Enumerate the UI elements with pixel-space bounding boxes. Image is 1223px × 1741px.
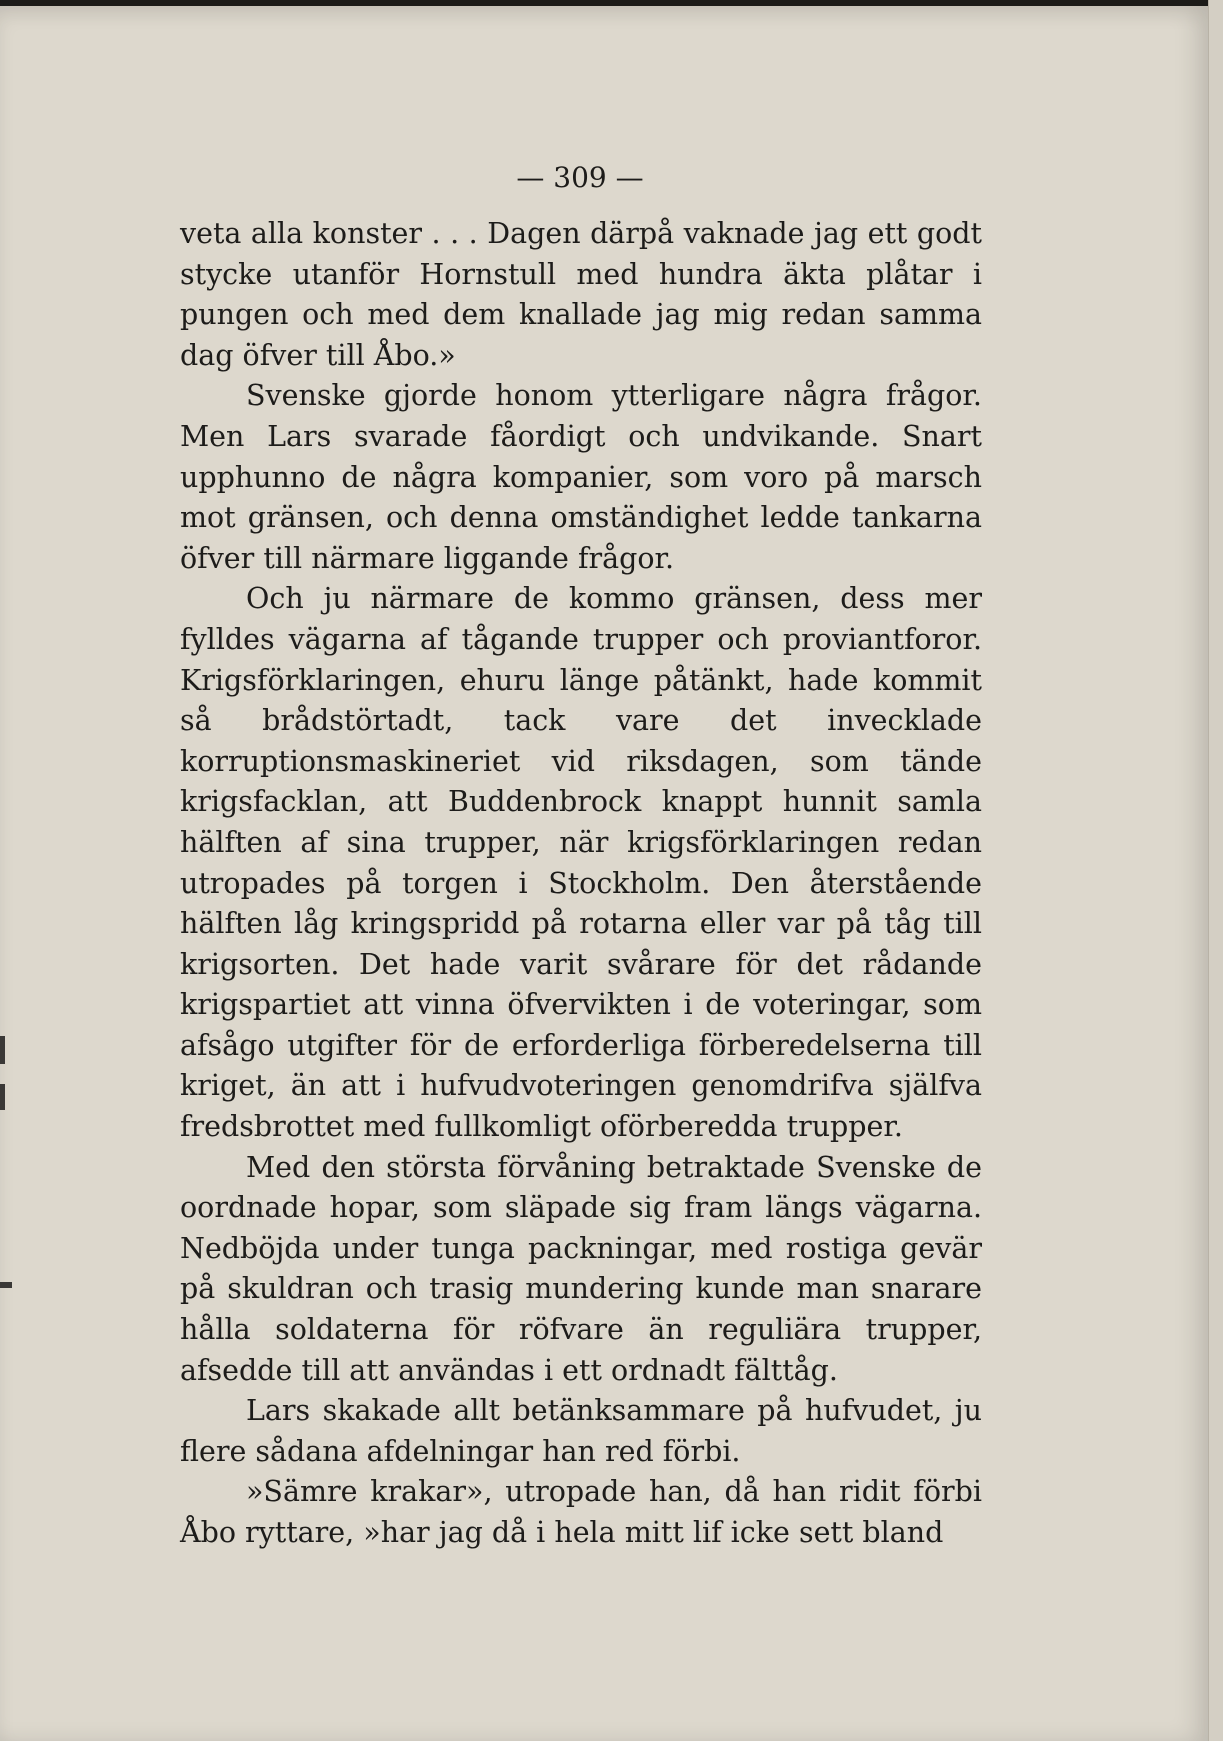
- paper-page: [0, 6, 1208, 1741]
- margin-mark-1: [0, 1036, 5, 1064]
- margin-mark-2: [0, 1084, 5, 1110]
- page-number: — 309 —: [516, 161, 644, 194]
- paragraph-1: veta alla konster . . . Dagen därpå vaknade jag ett godt stycke utanför Hornstull med hundra äkta plåtar i pungen och med dem knallade jag mig redan samma dag öfver till Åbo.»: [180, 217, 982, 372]
- paragraph-4: Med den största förvåning betraktade Svenske de oordnade hopar, som släpade sig fram längs vägarna. Nedböjda under tunga packningar, med rostiga gevär på skuldran och trasig mundering kunde man snarare hålla soldaterna för röfvare än reguliära trupper, afsedde till att användas i ett ordnadt fälttåg.: [180, 1150, 982, 1387]
- paragraph-5: Lars skakade allt betänksammare på hufvudet, ju flere sådana afdelningar han red förbi.: [180, 1394, 982, 1468]
- body-text: [180, 214, 982, 1554]
- paragraph-2: Svenske gjorde honom ytterligare några frågor. Men Lars svarade fåordigt och undvikande. Snart upphunno de några kompanier, som voro på marsch mot gränsen, och denna omständighet ledde tankarna öfver till närmare liggande frågor.: [180, 379, 982, 575]
- page-right-edge: [1208, 0, 1223, 1741]
- paragraph-6: »Sämre krakar», utropade han, då han ridit förbi Åbo ryttare, »har jag då i hela mitt lif icke sett bland: [180, 1475, 982, 1549]
- paragraph-3: Och ju närmare de kommo gränsen, dess mer fylldes vägarna af tågande trupper och proviantforor. Krigsförklaringen, ehuru länge påtänkt, hade kommit så brådstörtadt, tack vare det invecklade korruptionsmaskineriet vid riksdagen, som tände krigsfacklan, att Buddenbrock knappt hunnit samla hälften af sina trupper, när krigsförklaringen redan utropades på torgen i Stockholm. Den återstående hälften låg kringspridd på rotarna eller var på tåg till krigsorten. Det hade varit svårare för det rådande krigspartiet att vinna öfvervikten i de voteringar, som afsågo utgifter för de erforderliga förberedelserna till kriget, än att i hufvudvoteringen genomdrifva själfva fredsbrottet med fullkomligt oförberedda trupper.: [180, 582, 982, 1144]
- margin-mark-3: [0, 1282, 12, 1288]
